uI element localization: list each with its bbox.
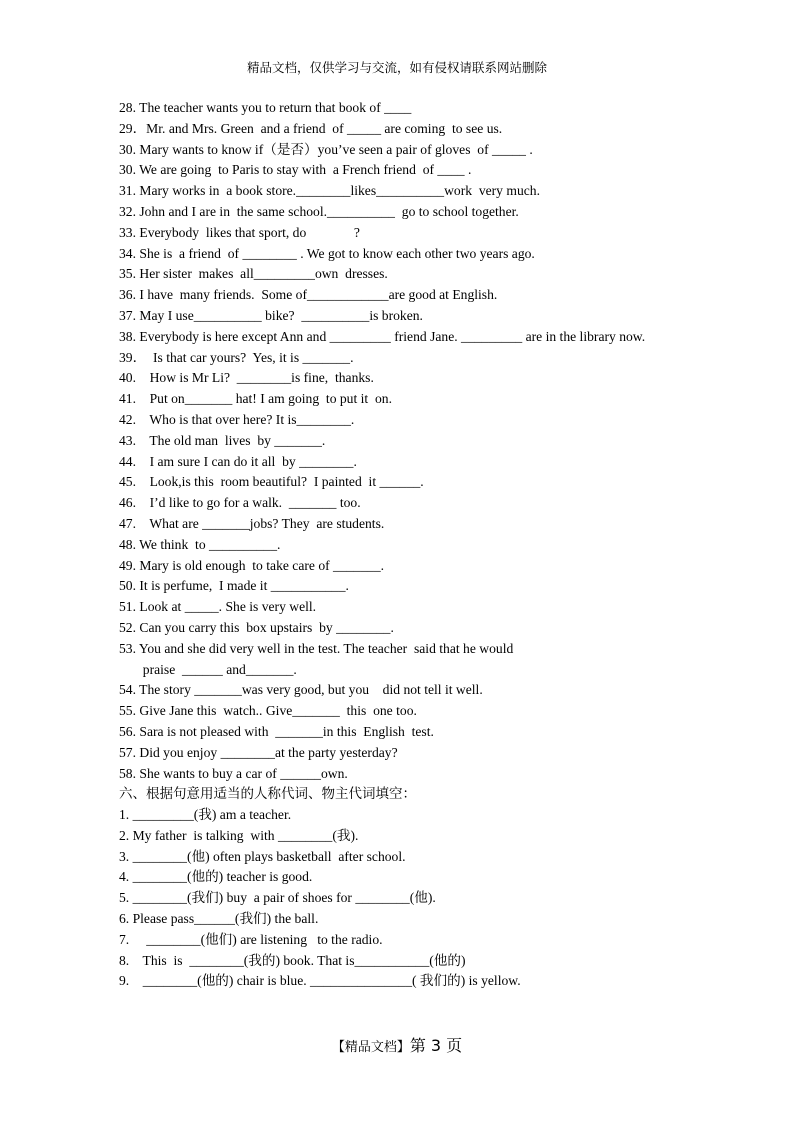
exercise-line: 9. ________(他的) chair is blue. _______________( 我们的) is yellow. (119, 973, 521, 989)
exercise-line: 54. The story _______was very good, but you did not tell it well. (119, 682, 483, 698)
exercise-line: 56. Sara is not pleased with _______in this English test. (119, 723, 434, 739)
exercise-line: 51. Look at _____. She is very well. (119, 599, 317, 615)
exercise-line: 47. What are _______jobs? They are students. (119, 515, 385, 531)
exercise-line: 31. Mary works in a book store.________likes__________work very much. (119, 183, 540, 199)
exercise-line: 46. I’d like to go for a walk. _______ too. (119, 495, 361, 511)
exercise-line: 49. Mary is old enough to take care of _______. (119, 557, 385, 573)
exercise-line: praise ______ and_______. (119, 661, 297, 677)
exercise-line: 3. ________(他) often plays basketball after school. (119, 848, 406, 864)
exercise-line: 5. ________(我们) buy a pair of shoes for ________(他). (119, 890, 436, 906)
exercise-line: 52. Can you carry this box upstairs by ________. (119, 619, 394, 635)
exercise-content (119, 98, 674, 992)
exercise-line: 4. ________(他的) teacher is good. (119, 869, 313, 885)
exercise-line: 30. We are going to Paris to stay with a French friend of ____ . (119, 162, 472, 178)
exercise-line: 44. I am sure I can do it all by ________. (119, 453, 357, 469)
exercise-line: 33. Everybody likes that sport, do ? (119, 224, 360, 240)
footer-tag: 【精品文档】 (331, 1040, 410, 1055)
exercise-line: 50. It is perfume, I made it ___________. (119, 578, 349, 594)
exercise-line: 32. John and I are in the same school.__________ go to school together. (119, 203, 519, 219)
exercise-line: 42. Who is that over here? It is________. (119, 411, 355, 427)
exercise-line: 39． Is that car yours? Yes, it is _______. (119, 349, 354, 365)
page-number: 第 3 页 (409, 1036, 463, 1055)
exercise-line: 1. _________(我) am a teacher. (119, 807, 292, 823)
exercise-line: 28. The teacher wants you to return that book of ____ (119, 100, 412, 115)
exercise-line: 40. How is Mr Li? ________is fine, thanks. (119, 370, 374, 386)
page-header: 精品文档，仅供学习与交流，如有侵权请联系网站删除 (246, 60, 547, 75)
exercise-line: 43. The old man lives by _______. (119, 432, 326, 448)
exercise-line: 30. Mary wants to know if（是否）you’ve seen a pair of gloves of _____ . (119, 141, 533, 157)
exercise-line: 38. Everybody is here except Ann and _________ friend Jane. _________ are in the library now. (119, 328, 646, 344)
exercise-line: 57. Did you enjoy ________at the party yesterday? (119, 744, 398, 760)
exercise-line: 34. She is a friend of ________ . We got to know each other two years ago. (119, 245, 535, 261)
section-heading: 六、根据句意用适当的人称代词、物主代词填空： (119, 786, 416, 803)
exercise-line: 29．Mr. and Mrs. Green and a friend of _____ are coming to see us. (119, 120, 503, 136)
exercise-line: 8. This is ________(我的) book. That is___________(他的) (119, 952, 466, 968)
exercise-line: 6. Please pass______(我们) the ball. (119, 911, 319, 927)
exercise-line: 45. Look,is this room beautiful? I painted it ______. (119, 474, 424, 490)
exercise-line: 7. ________(他们) are listening to the radio. (119, 931, 383, 947)
exercise-line: 36. I have many friends. Some of____________are good at English. (119, 287, 498, 303)
exercise-line: 48. We think to __________. (119, 536, 281, 552)
exercise-line: 37. May I use__________ bike? __________is broken. (119, 307, 423, 323)
exercise-line: 58. She wants to buy a car of ______own. (119, 765, 348, 781)
page-footer (0, 1033, 794, 1056)
exercise-line: 55. Give Jane this watch.. Give_______ this one too. (119, 703, 417, 719)
exercise-line: 41. Put on_______ hat! I am going to put it on. (119, 391, 392, 407)
exercise-line: 35. Her sister makes all_________own dresses. (119, 266, 388, 282)
exercise-line: 53. You and she did very well in the test. The teacher said that he would (119, 640, 514, 656)
exercise-line: 2. My father is talking with ________(我). (119, 827, 359, 843)
